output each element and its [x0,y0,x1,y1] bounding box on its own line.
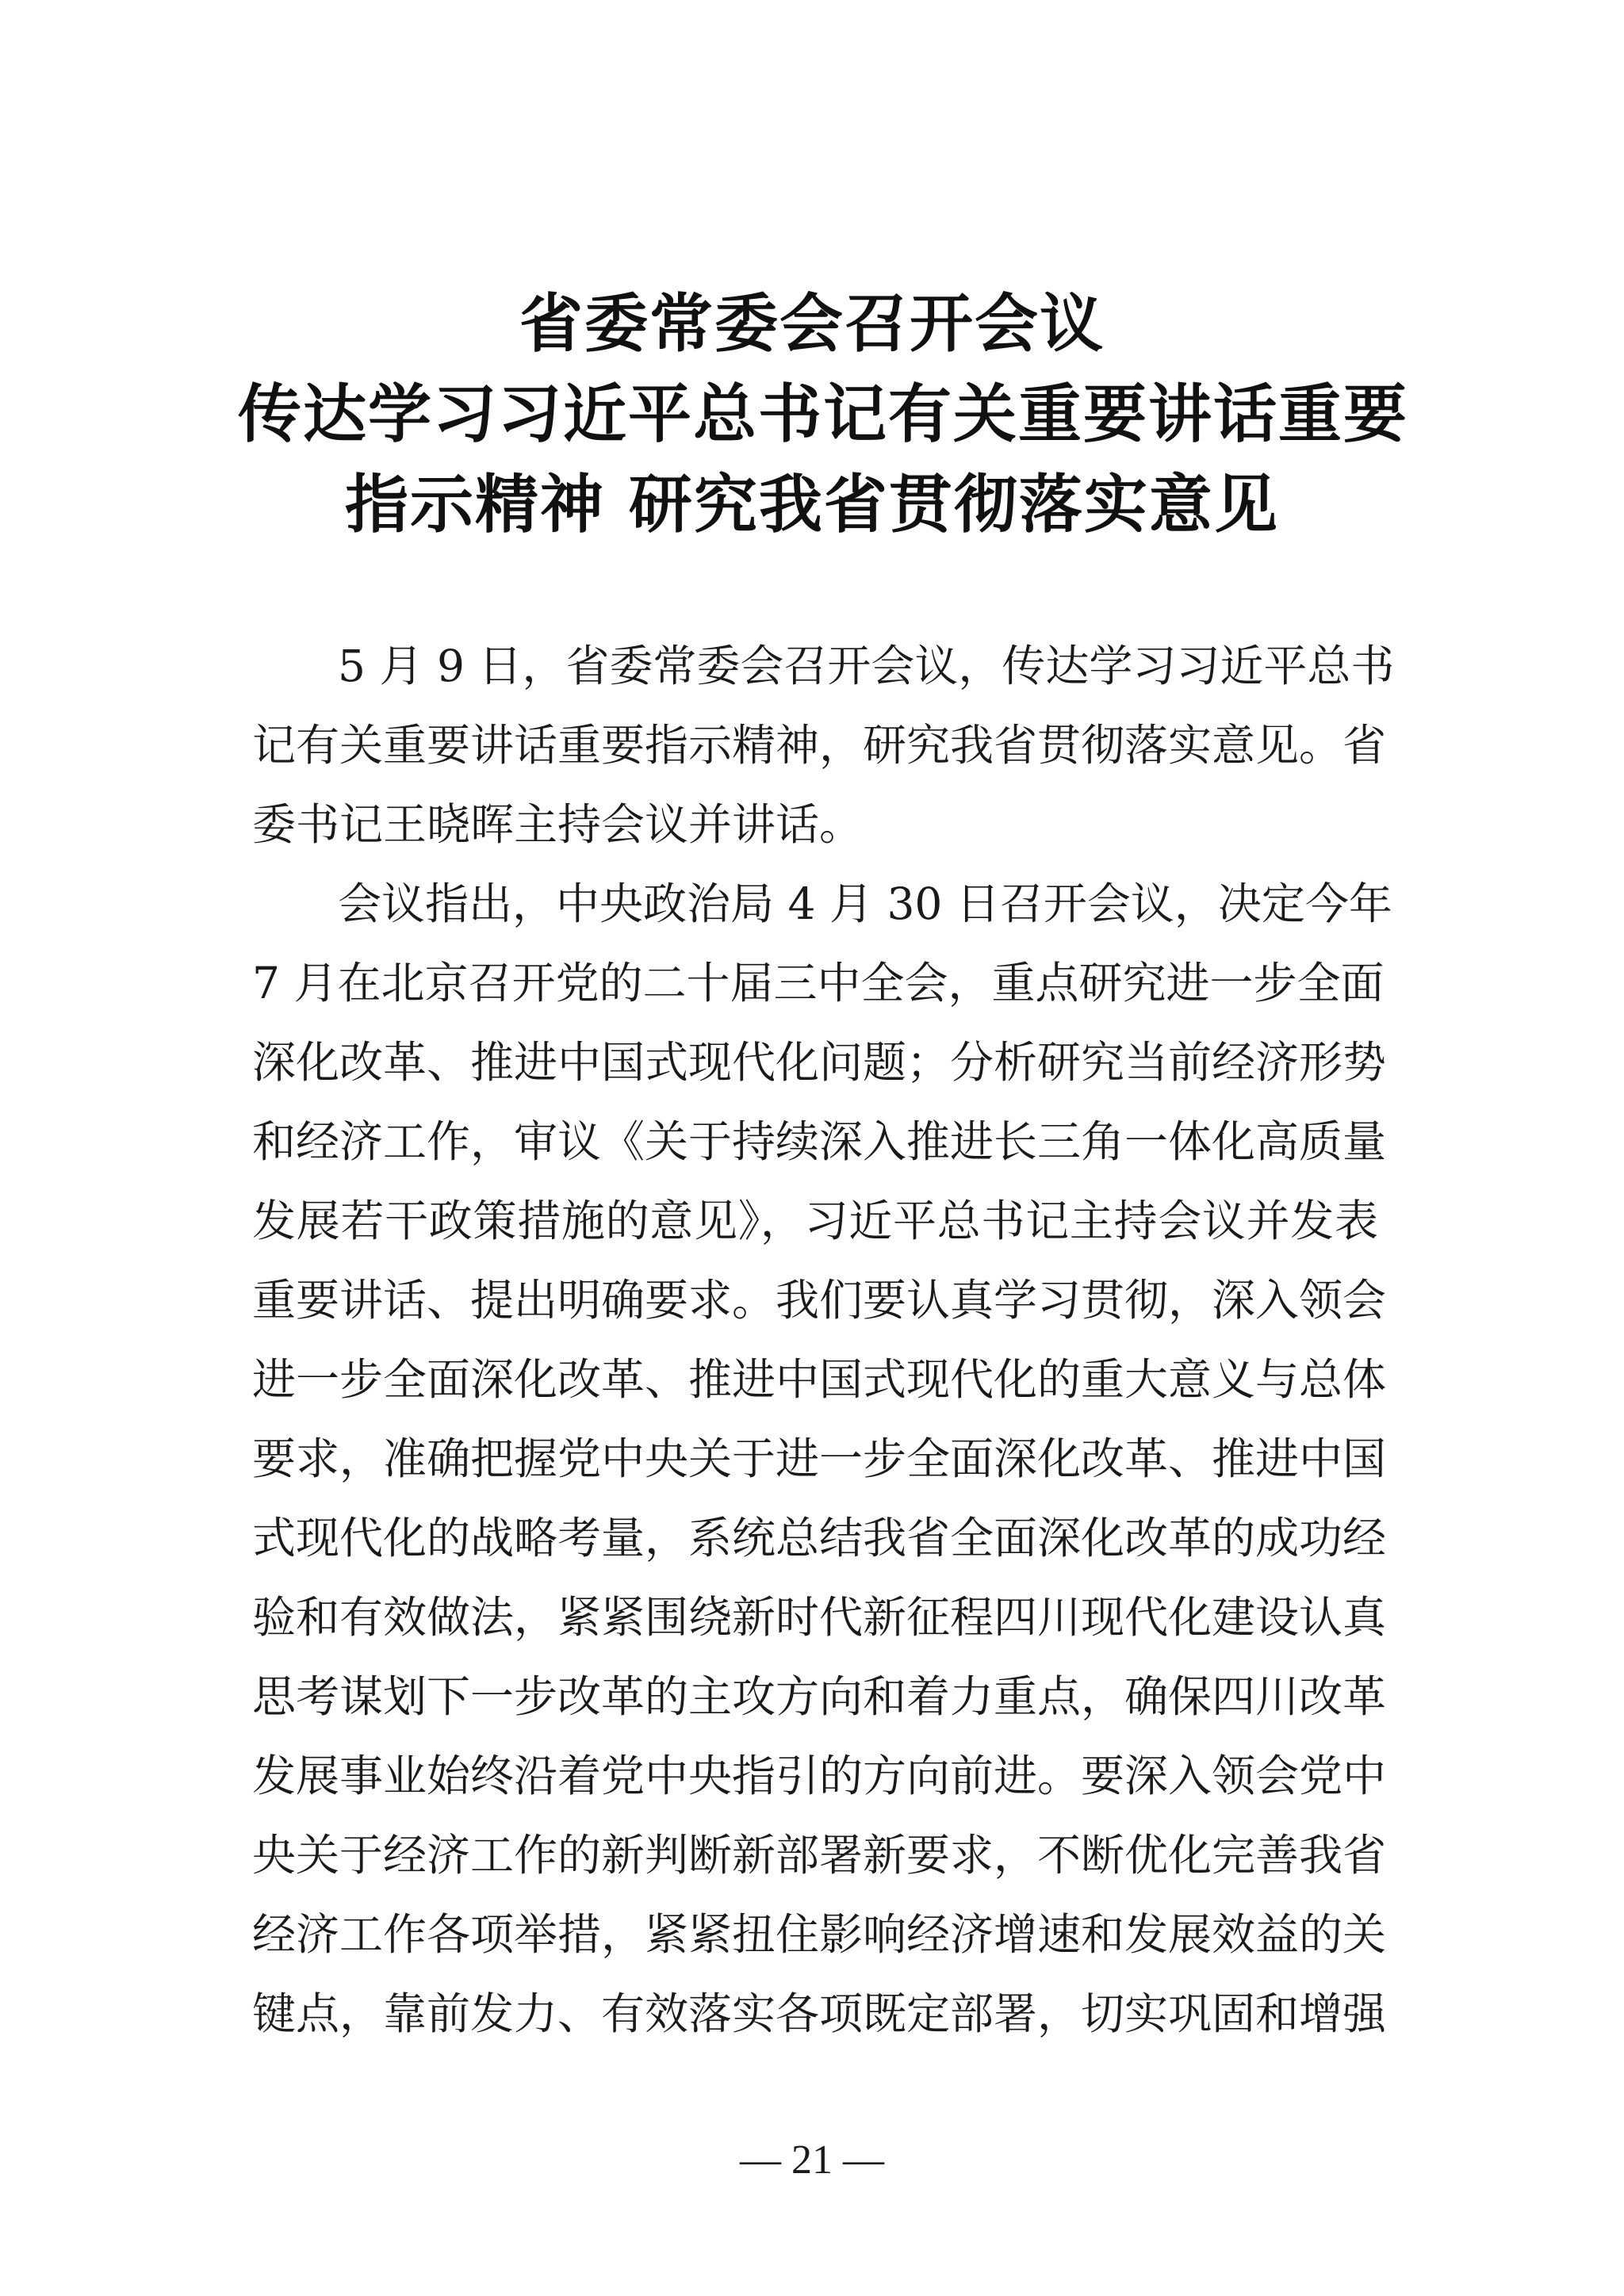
paragraph-2-line-5: 发展若干政策措施的意见》，习近平总书记主持会议并发表 [252,1196,1378,1246]
title-line-2: 传达学习习近平总书记有关重要讲话重要 [238,377,1408,451]
page-number: — 21 — [740,2137,884,2183]
paragraph-2-line-14: 经济工作各项举措，紧紧扭住影响经济增速和发展效益的关 [252,1909,1387,1960]
paragraph-2-line-15: 键点，靠前发力、有效落实各项既定部署，切实巩固和增强 [252,1988,1387,2039]
document-body [252,626,1395,2053]
paragraph-1-line-1: 5 月 9 日，省委常委会召开会议，传达学习习近平总书 [338,641,1395,691]
paragraph-2-line-7: 进一步全面深化改革、推进中国式现代化的重大意义与总体 [252,1354,1387,1405]
paragraph-2-line-11: 思考谋划下一步改革的主攻方向和着力重点，确保四川改革 [252,1671,1387,1722]
paragraph-1-line-3: 委书记王晓晖主持会议并讲话。 [252,799,864,850]
document-title [238,279,1408,550]
paragraph-2-line-4: 和经济工作，审议《关于持续深入推进长三角一体化高质量 [252,1116,1387,1167]
paragraph-2-line-9: 式现代化的战略考量，系统总结我省全面深化改革的成功经 [252,1513,1387,1563]
paragraph-2-line-2: 7 月在北京召开党的二十届三中全会，重点研究进一步全面 [252,958,1385,1008]
paragraph-2-line-10: 验和有效做法，紧紧围绕新时代新征程四川现代化建设认真 [252,1592,1387,1643]
paragraph-2-line-8: 要求，准确把握党中央关于进一步全面深化改革、推进中国 [252,1433,1387,1484]
paragraph-2-line-12: 发展事业始终沿着党中央指引的方向前进。要深入领会党中 [252,1751,1387,1801]
paragraph-2-line-13: 央关于经济工作的新判断新部署新要求，不断优化完善我省 [252,1830,1387,1881]
title-line-1: 省委常委会召开会议 [519,287,1105,361]
paragraph-2-line-6: 重要讲话、提出明确要求。我们要认真学习贯彻，深入领会 [252,1275,1387,1326]
title-line-3: 指示精神 研究我省贯彻落实意见 [345,468,1279,541]
paragraph-2-line-1: 会议指出，中央政治局 4 月 30 日召开会议，决定今年 [338,878,1392,929]
paragraph-1-line-2: 记有关重要讲话重要指示精神，研究我省贯彻落实意见。省 [252,720,1387,771]
paragraph-2-line-3: 深化改革、推进中国式现代化问题；分析研究当前经济形势 [252,1037,1387,1088]
